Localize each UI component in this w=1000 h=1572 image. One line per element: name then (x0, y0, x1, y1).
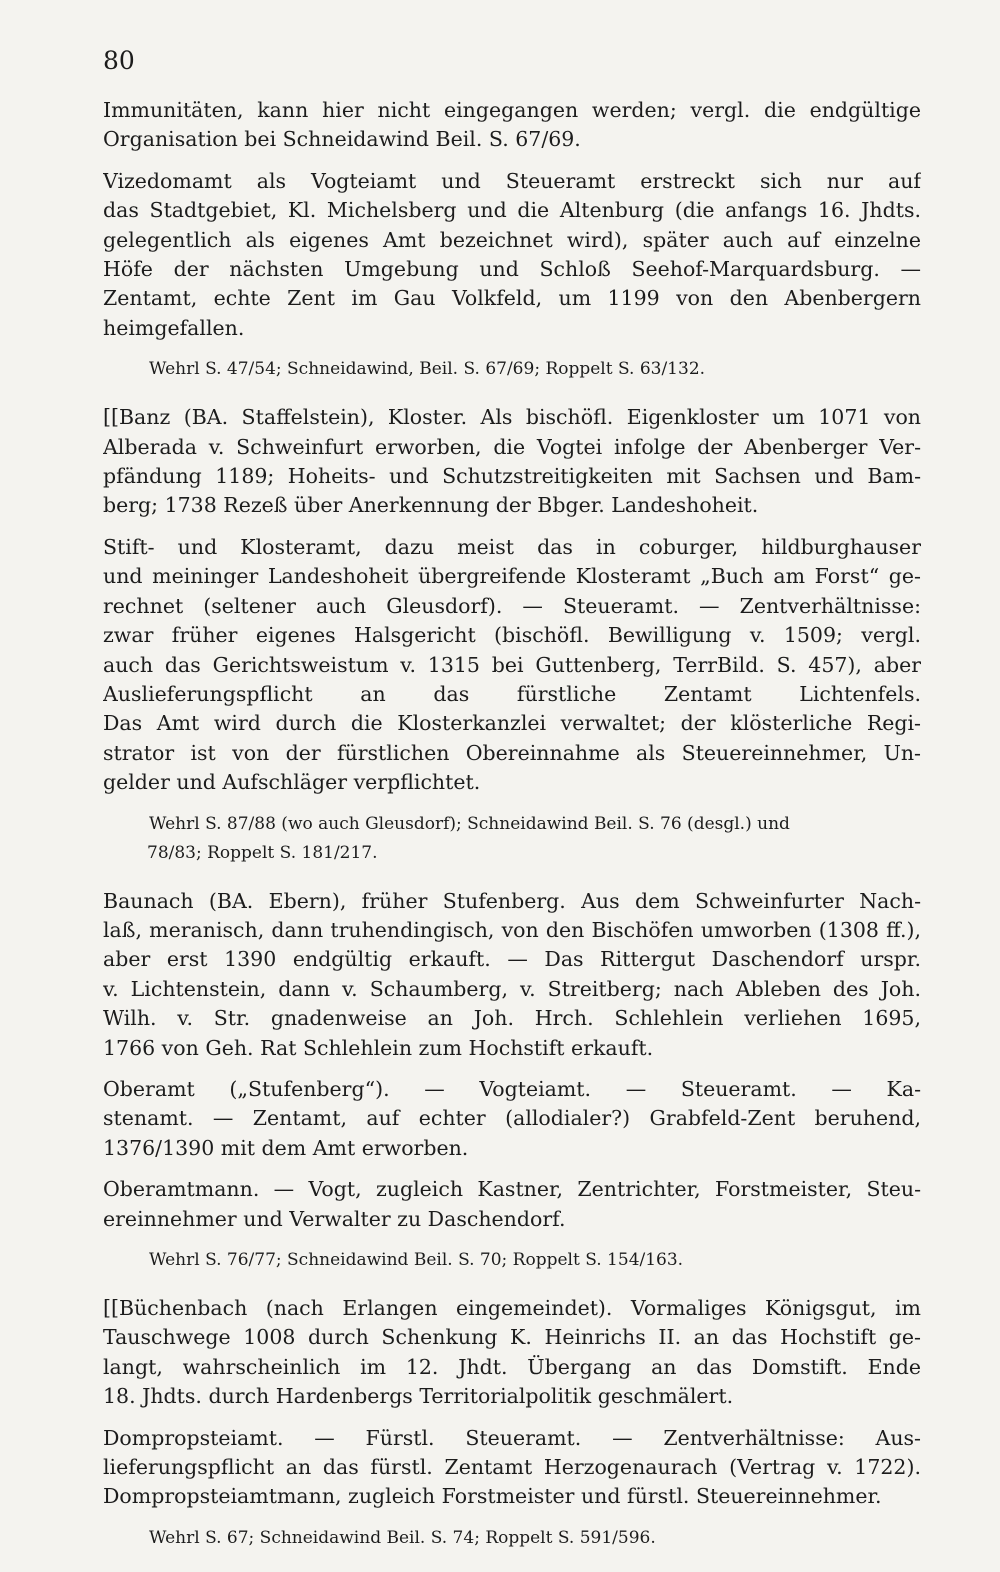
text-line: und meininger Landeshoheit übergreifende Klosteramt „Buch am Forst“ ge- (103, 564, 921, 589)
text-line: Vizedomamt als Vogteiamt und Steueramt erstreckt sich nur auf (103, 168, 921, 193)
text-line: rechnet (seltener auch Gleusdorf). — Steueramt. — Zentverhältnisse: (103, 593, 921, 618)
page-number: 80 (103, 46, 135, 75)
text-line: Oberamt („Stufenberg“). — Vogteiamt. — Steueramt. — Ka- (103, 1076, 921, 1101)
reference-note (149, 355, 921, 384)
text-line: Alberada v. Schweinfurt erworben, die Vogtei infolge der Abenberger Ver- (103, 434, 921, 459)
text-line: gelegentlich als eigenes Amt bezeichnet wird), später auch auf einzelne (103, 227, 921, 252)
text-line: das Stadtgebiet, Kl. Michelsberg und die Altenburg (die anfangs 16. Jhdts. (103, 198, 921, 223)
text-line: Stift- und Klosteramt, dazu meist das in coburger, hildburghauser (103, 534, 921, 559)
paragraph (103, 403, 921, 521)
text-line: v. Lichtenstein, dann v. Schaumberg, v. Streitberg; nach Ableben des Joh. (103, 976, 921, 1001)
paragraph (103, 533, 921, 798)
text-line: berg; 1738 Rezeß über Anerkennung der Bbger. Landeshoheit. (103, 493, 759, 518)
text-line: langt, wahrscheinlich im 12. Jhdt. Übergang an das Domstift. Ende (103, 1354, 921, 1379)
text-line: heimgefallen. (103, 315, 245, 340)
text-line: 1766 von Geh. Rat Schlehlein zum Hochstift erkauft. (103, 1035, 654, 1060)
text-line: Oberamtmann. — Vogt, zugleich Kastner, Zentrichter, Forstmeister, Steu- (103, 1177, 921, 1202)
text-line: Wehrl S. 47/54; Schneidawind, Beil. S. 67/69; Roppelt S. 63/132. (149, 359, 706, 380)
text-line: zwar früher eigenes Halsgericht (bischöfl. Bewilligung v. 1509; vergl. (103, 623, 921, 648)
reference-note (149, 1524, 921, 1553)
paragraph (103, 1294, 921, 1412)
paragraph (103, 887, 921, 1063)
reference-note (149, 810, 921, 868)
text-line: 78/83; Roppelt S. 181/217. (147, 842, 378, 863)
text-line: laß, meranisch, dann truhendingisch, von den Bischöfen umworben (1308 ff.), (103, 917, 921, 942)
text-line: 1376/1390 mit dem Amt erworben. (103, 1135, 469, 1160)
paragraph (103, 1175, 921, 1234)
paragraph (103, 1075, 921, 1163)
text-line: aber erst 1390 endgültig erkauft. — Das Rittergut Daschendorf urspr. (103, 947, 921, 972)
text-line: auch das Gerichtsweistum v. 1315 bei Guttenberg, TerrBild. S. 457), aber (103, 652, 921, 677)
text-line: Das Amt wird durch die Klosterkanzlei verwaltet; der klösterliche Regi- (103, 711, 921, 736)
paragraph (103, 167, 921, 343)
text-line: Tauschwege 1008 durch Schenkung K. Heinrichs II. an das Hochstift ge- (103, 1325, 921, 1350)
reference-note (149, 1246, 921, 1275)
text-line: Wehrl S. 76/77; Schneidawind Beil. S. 70; Roppelt S. 154/163. (149, 1250, 684, 1270)
text-line: Zentamt, echte Zent im Gau Volkfeld, um 1199 von den Abenbergern (103, 286, 921, 311)
text-line: [[Büchenbach (nach Erlangen eingemeindet). Vormaliges Königsgut, im (103, 1296, 921, 1320)
page-body (103, 96, 921, 1572)
text-line: Immunitäten, kann hier nicht eingegangen werden; vergl. die endgültige (103, 98, 921, 122)
text-line: Wehrl S. 87/88 (wo auch Gleusdorf); Schneidawind Beil. S. 76 (desgl.) und (149, 813, 790, 834)
text-line: Wilh. v. Str. gnadenweise an Joh. Hrch. Schlehlein verliehen 1695, (103, 1006, 921, 1031)
text-line: Dompropsteiamt. — Fürstl. Steueramt. — Zentverhältnisse: Aus- (103, 1425, 921, 1450)
paragraph (103, 1424, 921, 1512)
text-line: Auslieferungspflicht an das fürstliche Zentamt Lichtenfels. (103, 681, 921, 706)
paragraph (103, 96, 921, 155)
text-line: stenamt. — Zentamt, auf echter (allodialer?) Grabfeld-Zent beruhend, (103, 1106, 921, 1131)
text-line: gelder und Aufschläger verpflichtet. (103, 770, 481, 795)
text-line: pfändung 1189; Hoheits- und Schutzstreitigkeiten mit Sachsen und Bam- (103, 464, 921, 489)
text-line: lieferungspflicht an das fürstl. Zentamt Herzogenaurach (Vertrag v. 1722). (103, 1455, 921, 1480)
text-line: Baunach (BA. Ebern), früher Stufenberg. Aus dem Schweinfurter Nach- (103, 888, 921, 913)
text-line: Dompropsteiamtmann, zugleich Forstmeister und fürstl. Steuereinnehmer. (103, 1484, 882, 1509)
text-line: Organisation bei Schneidawind Beil. S. 67/69. (103, 127, 581, 152)
text-line: ereinnehmer und Verwalter zu Daschendorf. (103, 1206, 566, 1231)
text-line: 18. Jhdts. durch Hardenbergs Territorialpolitik geschmälert. (103, 1384, 734, 1409)
text-line: Wehrl S. 67; Schneidawind Beil. S. 74; Roppelt S. 591/596. (149, 1527, 656, 1548)
text-line: strator ist von der fürstlichen Obereinnahme als Steuereinnehmer, Un- (103, 740, 921, 765)
text-line: [[Banz (BA. Staffelstein), Kloster. Als bischöfl. Eigenkloster um 1071 von (103, 405, 921, 430)
text-line: Höfe der nächsten Umgebung und Schloß Seehof-Marquardsburg. — (103, 257, 921, 282)
